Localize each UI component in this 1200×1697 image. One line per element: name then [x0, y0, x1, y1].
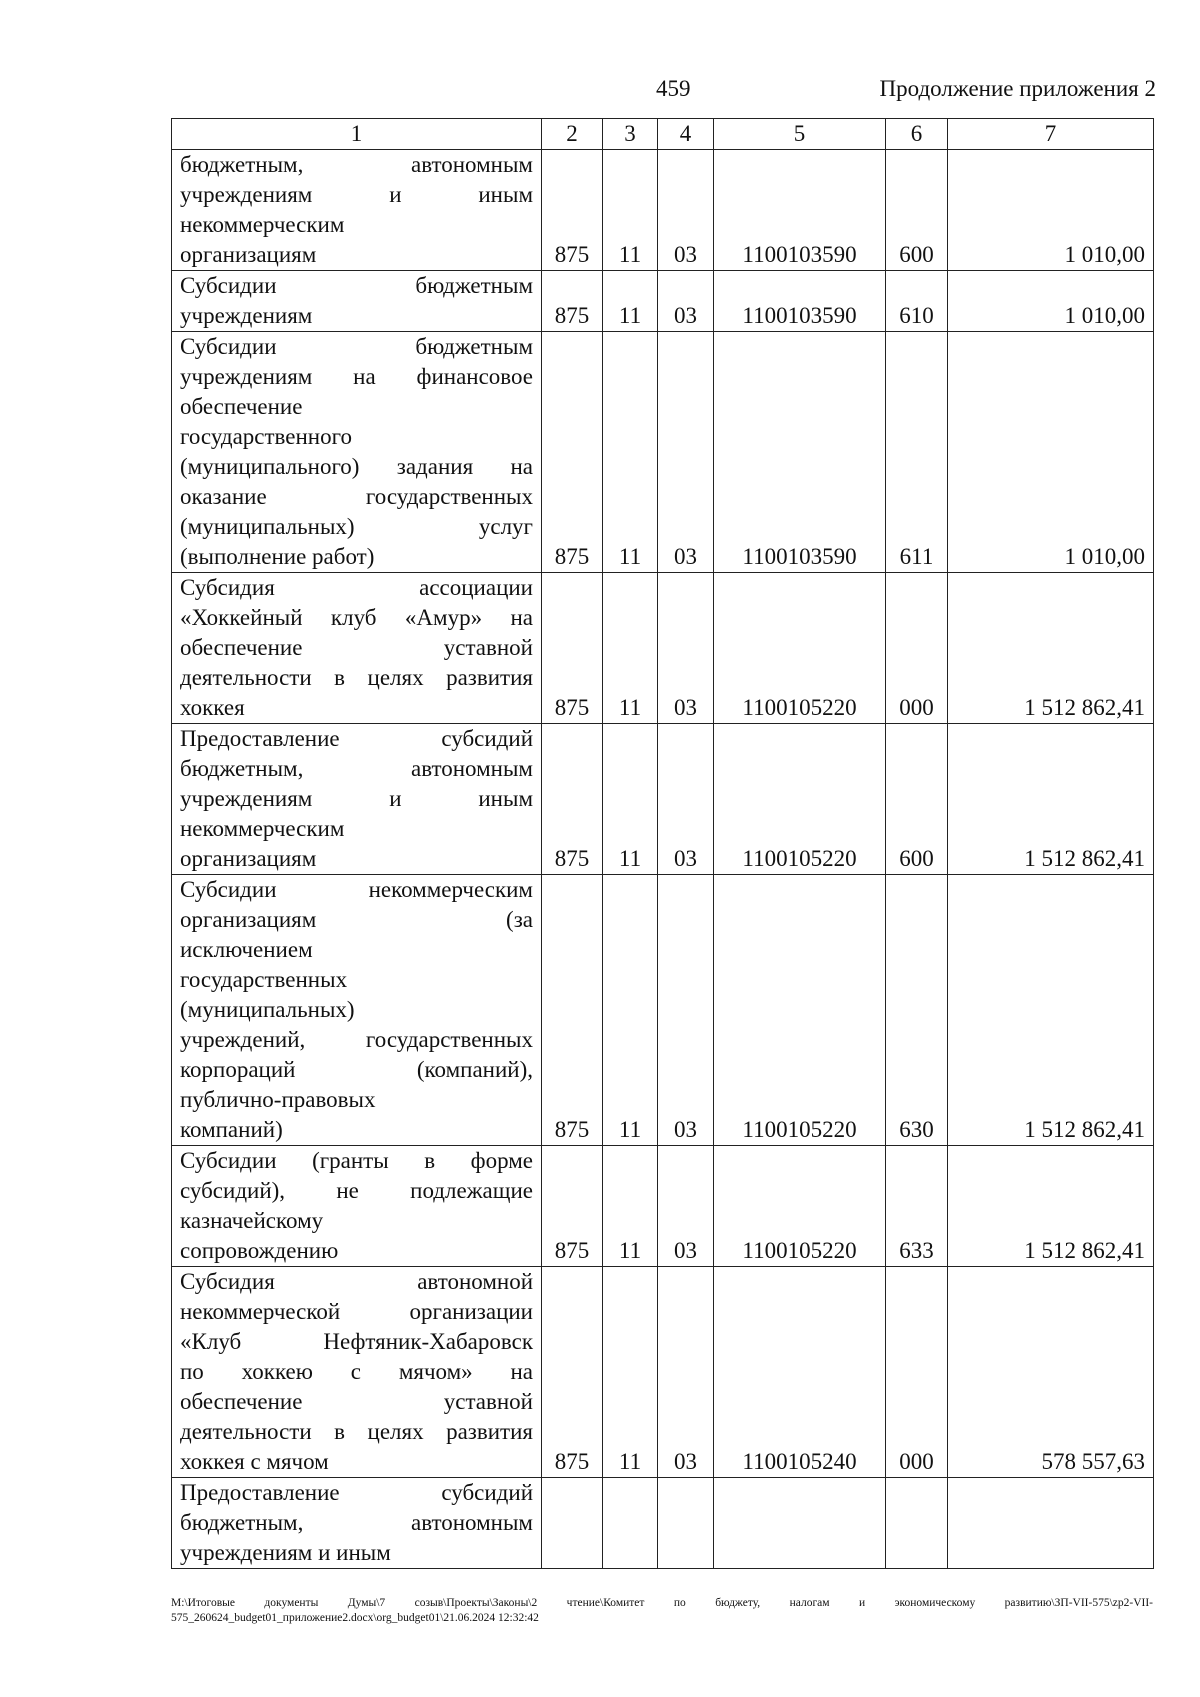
table-row: [172, 332, 1154, 573]
cell-ved: 875: [542, 1267, 603, 1478]
file-path-footer: М:\Итоговые документы Думы\7 созыв\Проекты\Законы\2 чтение\Комитет по бюджету, налогам и экономическому развитию\ЗП-VII-575\zp2-VII-575_260624_budget01_приложение2.docx\org_budget01\21.06.2024 12:32:42: [171, 1597, 1153, 1624]
description-line: деятельности в целях развития: [180, 665, 533, 690]
description-line: компаний): [180, 1117, 283, 1142]
row-description: [172, 332, 542, 573]
row-description: [172, 724, 542, 875]
cell-section: 11: [603, 573, 658, 724]
description-line: организациям: [180, 242, 317, 267]
description-line: государственного: [180, 424, 352, 449]
description-line: (муниципального) задания на: [180, 454, 533, 479]
cell-section: 11: [603, 1267, 658, 1478]
description-line: хоккея: [180, 695, 245, 720]
description-line: обеспечение уставной: [180, 1389, 533, 1414]
table-row: [172, 724, 1154, 875]
cell-target-article: 1100105220: [714, 1146, 886, 1267]
column-header-6: 6: [886, 119, 948, 150]
description-line: организациям (за: [180, 907, 533, 932]
cell-amount: [948, 1478, 1154, 1569]
cell-subsection: 03: [658, 875, 714, 1146]
page-number: 459: [656, 76, 691, 101]
description-line: по хоккею с мячом» на: [180, 1359, 533, 1384]
row-description: [172, 150, 542, 271]
cell-expense-type: 633: [886, 1146, 948, 1267]
description-line: корпораций (компаний),: [180, 1057, 533, 1082]
description-line: «Клуб Нефтяник-Хабаровск: [180, 1329, 533, 1354]
cell-expense-type: 600: [886, 724, 948, 875]
cell-section: [603, 1478, 658, 1569]
description-line: некоммерческим: [180, 212, 345, 237]
description-line: хоккея с мячом: [180, 1449, 329, 1474]
column-header-3: 3: [603, 119, 658, 150]
column-header-7: 7: [948, 119, 1154, 150]
description-line: бюджетным, автономным: [180, 152, 533, 177]
cell-amount: 578 557,63: [948, 1267, 1154, 1478]
table-row: [172, 573, 1154, 724]
cell-ved: 875: [542, 150, 603, 271]
cell-ved: 875: [542, 573, 603, 724]
cell-expense-type: 000: [886, 573, 948, 724]
cell-expense-type: 600: [886, 150, 948, 271]
description-line: Субсидии (гранты в форме: [180, 1148, 533, 1173]
row-description: [172, 1146, 542, 1267]
description-line: (муниципальных): [180, 997, 355, 1022]
cell-amount: 1 010,00: [948, 271, 1154, 332]
description-line: публично-правовых: [180, 1087, 376, 1112]
cell-target-article: 1100105220: [714, 573, 886, 724]
cell-target-article: [714, 1478, 886, 1569]
cell-subsection: 03: [658, 1146, 714, 1267]
description-line: казначейскому: [180, 1208, 324, 1233]
description-line: субсидий), не подлежащие: [180, 1178, 533, 1203]
cell-subsection: 03: [658, 332, 714, 573]
cell-subsection: 03: [658, 150, 714, 271]
table-row: [172, 150, 1154, 271]
cell-amount: 1 010,00: [948, 332, 1154, 573]
cell-expense-type: 000: [886, 1267, 948, 1478]
description-line: бюджетным, автономным: [180, 756, 533, 781]
cell-ved: [542, 1478, 603, 1569]
table-row: [172, 271, 1154, 332]
cell-target-article: 1100103590: [714, 271, 886, 332]
description-line: Субсидии бюджетным: [180, 334, 533, 359]
description-line: бюджетным, автономным: [180, 1510, 533, 1535]
description-line: обеспечение: [180, 394, 303, 419]
cell-ved: 875: [542, 271, 603, 332]
description-line: Субсидии бюджетным: [180, 273, 533, 298]
description-line: некоммерческой организации: [180, 1299, 533, 1324]
description-line: исключением: [180, 937, 313, 962]
cell-amount: 1 512 862,41: [948, 875, 1154, 1146]
description-line: обеспечение уставной: [180, 635, 533, 660]
description-line: Предоставление субсидий: [180, 1480, 533, 1505]
row-description: [172, 271, 542, 332]
row-description: [172, 573, 542, 724]
cell-ved: 875: [542, 1146, 603, 1267]
cell-ved: 875: [542, 724, 603, 875]
cell-expense-type: 630: [886, 875, 948, 1146]
description-line: (выполнение работ): [180, 544, 375, 569]
cell-section: 11: [603, 332, 658, 573]
cell-target-article: 1100105220: [714, 875, 886, 1146]
cell-target-article: 1100103590: [714, 150, 886, 271]
table-row: [172, 875, 1154, 1146]
description-line: Субсидия ассоциации: [180, 575, 533, 600]
cell-amount: 1 512 862,41: [948, 573, 1154, 724]
cell-target-article: 1100105240: [714, 1267, 886, 1478]
cell-section: 11: [603, 150, 658, 271]
cell-section: 11: [603, 1146, 658, 1267]
header-row: [172, 119, 1154, 150]
cell-amount: 1 010,00: [948, 150, 1154, 271]
row-description: [172, 1478, 542, 1569]
column-header-2: 2: [542, 119, 603, 150]
column-header-5: 5: [714, 119, 886, 150]
description-line: учреждений, государственных: [180, 1027, 533, 1052]
description-line: Предоставление субсидий: [180, 726, 533, 751]
cell-subsection: [658, 1478, 714, 1569]
column-header-4: 4: [658, 119, 714, 150]
cell-target-article: 1100103590: [714, 332, 886, 573]
cell-expense-type: 610: [886, 271, 948, 332]
table-row: [172, 1146, 1154, 1267]
cell-expense-type: [886, 1478, 948, 1569]
table-body: [172, 150, 1154, 1569]
cell-section: 11: [603, 271, 658, 332]
row-description: [172, 875, 542, 1146]
description-line: деятельности в целях развития: [180, 1419, 533, 1444]
description-line: учреждениям и иным: [180, 786, 533, 811]
description-line: «Хоккейный клуб «Амур» на: [180, 605, 533, 630]
budget-table: [171, 118, 1154, 1569]
cell-amount: 1 512 862,41: [948, 1146, 1154, 1267]
cell-section: 11: [603, 724, 658, 875]
cell-expense-type: 611: [886, 332, 948, 573]
description-line: (муниципальных) услуг: [180, 514, 533, 539]
continuation-label: Продолжение приложения 2: [879, 76, 1156, 101]
cell-ved: 875: [542, 875, 603, 1146]
cell-section: 11: [603, 875, 658, 1146]
description-line: сопровождению: [180, 1238, 339, 1263]
row-description: [172, 1267, 542, 1478]
cell-ved: 875: [542, 332, 603, 573]
table-row: [172, 1267, 1154, 1478]
cell-subsection: 03: [658, 724, 714, 875]
description-line: некоммерческим: [180, 816, 345, 841]
description-line: оказание государственных: [180, 484, 533, 509]
description-line: учреждениям и иным: [180, 182, 533, 207]
cell-target-article: 1100105220: [714, 724, 886, 875]
description-line: учреждениям: [180, 303, 313, 328]
cell-amount: 1 512 862,41: [948, 724, 1154, 875]
column-header-1: 1: [172, 119, 542, 150]
table-row: [172, 1478, 1154, 1569]
description-line: учреждениям и иным: [180, 1540, 391, 1565]
cell-subsection: 03: [658, 573, 714, 724]
description-line: Субсидии некоммерческим: [180, 877, 533, 902]
cell-subsection: 03: [658, 271, 714, 332]
description-line: организациям: [180, 846, 317, 871]
description-line: учреждениям на финансовое: [180, 364, 533, 389]
description-line: Субсидия автономной: [180, 1269, 533, 1294]
description-line: государственных: [180, 967, 348, 992]
cell-subsection: 03: [658, 1267, 714, 1478]
